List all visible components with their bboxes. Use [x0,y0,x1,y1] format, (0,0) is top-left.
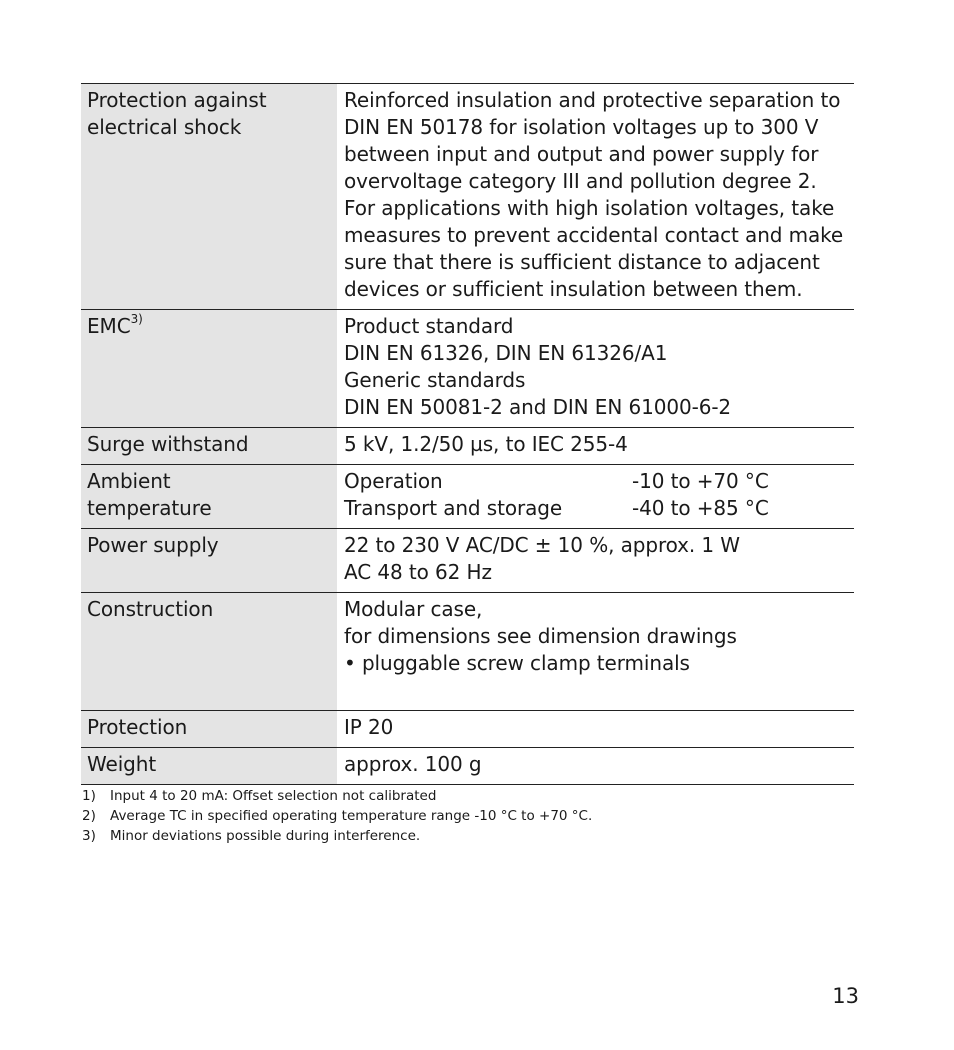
specifications-table [81,83,854,785]
row-label: Power supply [81,529,337,593]
row-value: 5 kV, 1.2/50 µs, to IEC 255-4 [337,428,854,465]
row-label: Construction [81,593,337,711]
row-value: Product standard DIN EN 61326, DIN EN 61326/A1 Generic standards DIN EN 50081-2 and DIN EN 61000-6-2 [337,310,854,428]
table-row [81,428,854,465]
row-label: EMC$^{3)}$ [81,310,337,428]
row-value: approx. 100 g [337,748,854,785]
footnote-ref: 3) [130,312,143,327]
temperature-pair: Transport and storage -40 to +85 °C [344,496,769,520]
footnote: 1) Input 4 to 20 mA: Offset selection not calibrated [82,788,437,804]
row-label: Surge withstand [81,428,337,465]
row-value: Reinforced insulation and protective separation to DIN EN 50178 for isolation voltages up to 300 V between input and output and power supply for overvoltage category III and pollution degree 2. For applications with high isolation voltages, take measures to prevent accidental contact and make sure that there is sufficient distance to adjacent devices or sufficient insulation between them. [337,84,854,310]
table-row [81,465,854,529]
table-row [81,529,854,593]
page-number: 13 [832,984,859,1008]
table-row [81,711,854,748]
temperature-pair: Operation -10 to +70 °C [344,469,769,493]
footnote: 3) Minor deviations possible during interference. [82,828,421,844]
table-row [81,84,854,310]
table-row [81,310,854,428]
row-value: Modular case, for dimensions see dimension drawings • pluggable screw clamp terminals [337,593,854,711]
row-label: Protection against electrical shock [81,84,337,310]
row-label: Weight [81,748,337,785]
row-value [337,465,854,529]
row-value: IP 20 [337,711,854,748]
footnotes [82,786,592,846]
table-row [81,593,854,711]
table-row [81,748,854,785]
row-value: 22 to 230 V AC/DC ± 10 %, approx. 1 W AC 48 to 62 Hz [337,529,854,593]
footnote: 2) Average TC in specified operating temperature range -10 °C to +70 °C. [82,808,593,824]
row-label: Protection [81,711,337,748]
row-label: Ambient temperature [81,465,337,529]
